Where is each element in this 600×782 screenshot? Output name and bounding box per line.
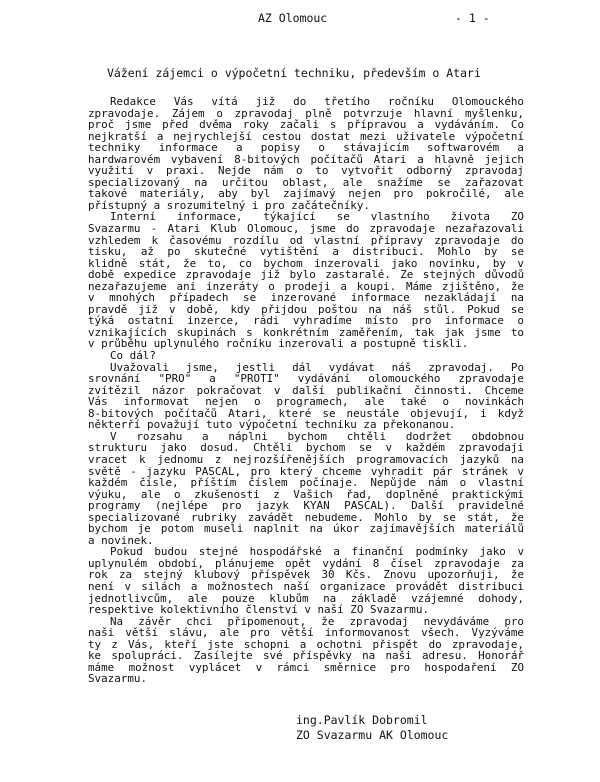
body-line: máme možnost vyplácet v rámci směrnice pro hospodaření ZO [88,661,524,674]
body-line: výuku, ale o zkušenosti z Vašich řad, doplněné praktickými [88,488,524,501]
body-line: V rozsahu a náplni bychom chtěli dodržet obdobnou [110,430,524,443]
body-line: Uvažovali jsme, jestli dál vydávat náš zpravodaj. Po [110,361,524,374]
body-line: v průběhu uplynulého ročníku inzerovali a postupně tiskli. [88,338,469,351]
body-line: ke spolupráci. Zasílejte své příspěvky na naši adresu. Honorář [88,650,524,662]
document-heading: Vážení zájemci o výpočetní techniku, především o Atari [107,66,481,80]
body-line: vznikajících skupinách s konkrétním zaměřením, tak jak jsme to [88,326,524,339]
body-line: v mnohých případech se inzerované informace nezakládají na [88,292,524,304]
body-line: využití v praxi. Nejde nám o to vytvořit odborný zpravodaj [88,165,524,177]
body-line: vracet k jednomu z nejrozšířenějších programovacích jazyků na [88,453,524,466]
body-line: strukturu jako dosud. Chtěli bychom se v každém zpravodaji [88,442,524,454]
body-line: rok za stejný klubový příspěvek 30 Kčs. Znovu upozorňuji, že [88,569,524,581]
body-line: techniky informace a popisy o stávajícím softwarovém a [88,142,524,154]
body-line: nezařazujeme ani inzeráty o prodeji a koupi. Máme zjištěno, že [88,280,524,293]
body-line: Vás informovat nejen o programech, ale také o novinkách [88,396,524,408]
body-line: pravdě již v době, kdy přijdou poštou na náš stůl. Pokud se [88,303,524,316]
header-title: AZ Olomouc [258,11,328,25]
body-line: specializované rubriky zavádět nebudeme. Mohlo by se stát, že [88,511,524,524]
body-line: Svazarmu. [88,673,148,685]
body-line: takové materiály, aby byl zajímavý nejen pro pokročilé, ale [88,188,524,200]
body-line: Pokud budou stejné hospodářské a finanční podmínky jako v [110,546,524,558]
body-line: 8-bitových počítačů Atari, které se neustále objevují, i když [88,407,524,420]
body-line: zpravodaje. Zájem o zpravodaj plně potvrzuje hlavní myšlenku, [88,107,524,120]
body-line: naši větší slávu, ale pro větší informovanost všech. Vyzýváme [88,627,524,639]
body-line: Svazarmu - Atari Klub Olomouc, jsme do zpravodaje nezařazovali [88,223,524,235]
body-line: srovnání "PRO" a "PROTI" vydávání olomouckého zpravodaje [88,373,524,385]
body-line: jednotlivcům, ale pouze klubům na základě vzájemné dohody, [88,592,524,605]
letter-body [88,96,524,685]
signature-organization: ZO Svazarmu AK Olomouc [296,728,449,742]
body-line: uplynulém období, plánujeme opět vydání 8 čísel zpravodaje za [88,557,524,570]
body-line: hardwarovém vybavení 8-bitových počítačů Atari a hlavně jejich [88,153,524,166]
body-line: není v silách a možnostech naší organizace provádět distribuci [88,580,524,593]
body-line: světě - jazyku PASCAL, pro který chceme vyhradit pár stránek v [88,465,524,478]
body-line: a novinek. [88,534,154,547]
body-line: respektive kolektivního členství v naší ZO Svazarmu. [88,604,429,616]
body-line: Redakce Vás vítá již do třetího ročníku Olomouckého [110,96,524,108]
body-line: každém čísle, příštím číslem počínaje. Nepůjde nám o vlastní [88,477,524,489]
body-line: týká ostatní inzerce, rádi vyhradíme místo pro informace o [88,315,524,327]
body-line: Co dál? [110,350,156,362]
page-number: - 1 - [455,11,490,25]
signature-name: ing.Pavlík Dobromil [296,713,428,727]
body-line: zvítězil názor pokračovat v další publikační činnosti. Chceme [88,384,524,397]
body-line: nejkratší a nejrychlejší cestou dostat mezi uživatele výpočetní [88,130,524,143]
body-line: Interní informace, týkající se vlastního života ZO [110,211,524,224]
body-line: Na závěr chci připomenout, že zpravodaj nevydáváme pro [110,615,524,628]
body-line: vzhledem k časovému rozdílu od vlastní přípravy zpravodaje do [88,234,524,247]
body-line: bychom je potom museli naplnit na úkor zajímavějších materiálů [88,523,524,535]
body-line: některří považují tuto výpočetní techniku za překonanou. [88,419,456,431]
body-line: tisku, až po skutečné vytištění a distribuci. Mohlo by se [88,246,524,258]
body-line: době expedice zpravodaje již bylo zastaralé. Ze stejných důvodů [88,269,524,281]
body-line: programy (nejlépe pro jazyk KYAN PASCAL). Další pravidelné [88,500,524,512]
body-line: přístupný a srozumitelný i pro začátečníky. [88,199,370,212]
body-line: ty z Vás, kteří jste schopni a ochotni přispět do zpravodaje, [88,638,524,651]
body-line: proč jsme před dvěma roky začali s přípravou a vydáváním. Co [88,119,524,131]
body-line: klidně stát, že to, co bychom inzerovali jako novinku, by v [88,257,524,270]
body-line: specializovaný na určitou oblast, ale snažíme se zařazovat [88,176,524,189]
